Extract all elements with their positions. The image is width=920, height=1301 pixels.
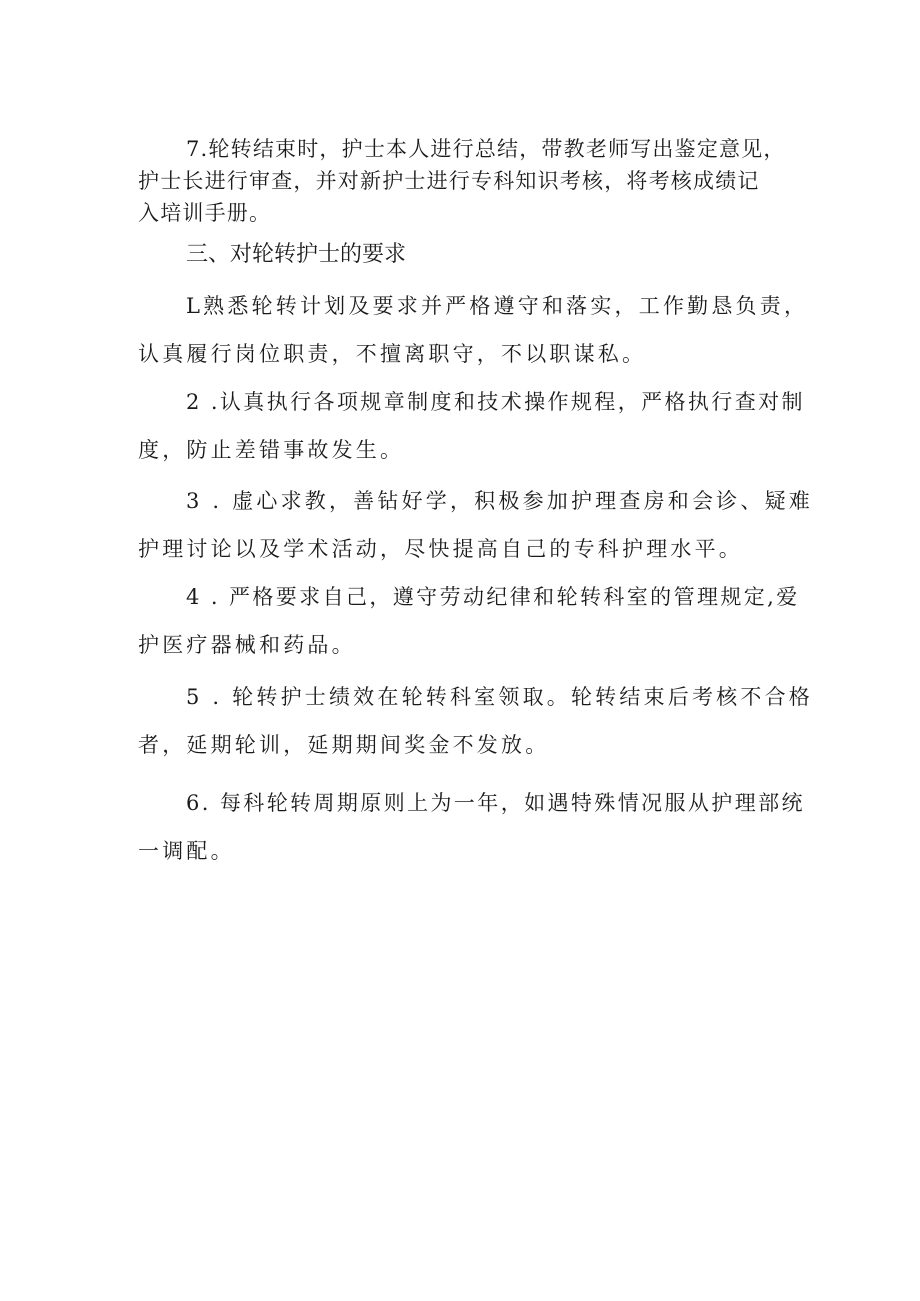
requirement-2-line-2: 度，防止差错事故发生。	[138, 438, 405, 462]
requirement-5-line-2: 者，延期轮训，延期期间奖金不发放。	[138, 733, 550, 757]
requirement-3-line-2: 护理讨论以及学术活动，尽快提高自己的专科护理水平。	[138, 537, 743, 561]
section-heading: 三、对轮转护士的要求	[186, 242, 407, 267]
requirement-4-line-1: 4 . 严格要求自己，遵守劳动纪律和轮转科室的管理规定,爱	[186, 585, 800, 609]
requirement-2-line-1: 2 .认真执行各项规章制度和技术操作规程，严格执行查对制	[186, 390, 805, 414]
requirement-6-line-2: 一调配。	[138, 839, 235, 863]
paragraph-7-line-3: 入培训手册。	[138, 201, 272, 225]
paragraph-7-line-2: 护士长进行审查，并对新护士进行专科知识考核，将考核成绩记	[138, 169, 760, 193]
requirement-5-line-1: 5 . 轮转护士绩效在轮转科室领取。轮转结束后考核不合格	[186, 685, 813, 709]
requirement-3-line-1: 3 . 虚心求教，善钻好学，积极参加护理查房和会诊、疑难	[186, 489, 813, 513]
requirement-1-line-1: L熟悉轮转计划及要求并严格遵守和落实，工作勤恳负责，	[186, 294, 809, 318]
requirement-6-line-1: 6. 每科轮转周期原则上为一年，如遇特殊情况服从护理部统	[186, 791, 805, 815]
paragraph-7-line-1: 7.轮转结束时，护士本人进行总结，带教老师写出鉴定意见，	[186, 137, 786, 161]
requirement-4-line-2: 护医疗器械和药品。	[138, 633, 356, 657]
requirement-1-line-2: 认真履行岗位职责，不擅离职守，不以职谋私。	[138, 342, 647, 366]
